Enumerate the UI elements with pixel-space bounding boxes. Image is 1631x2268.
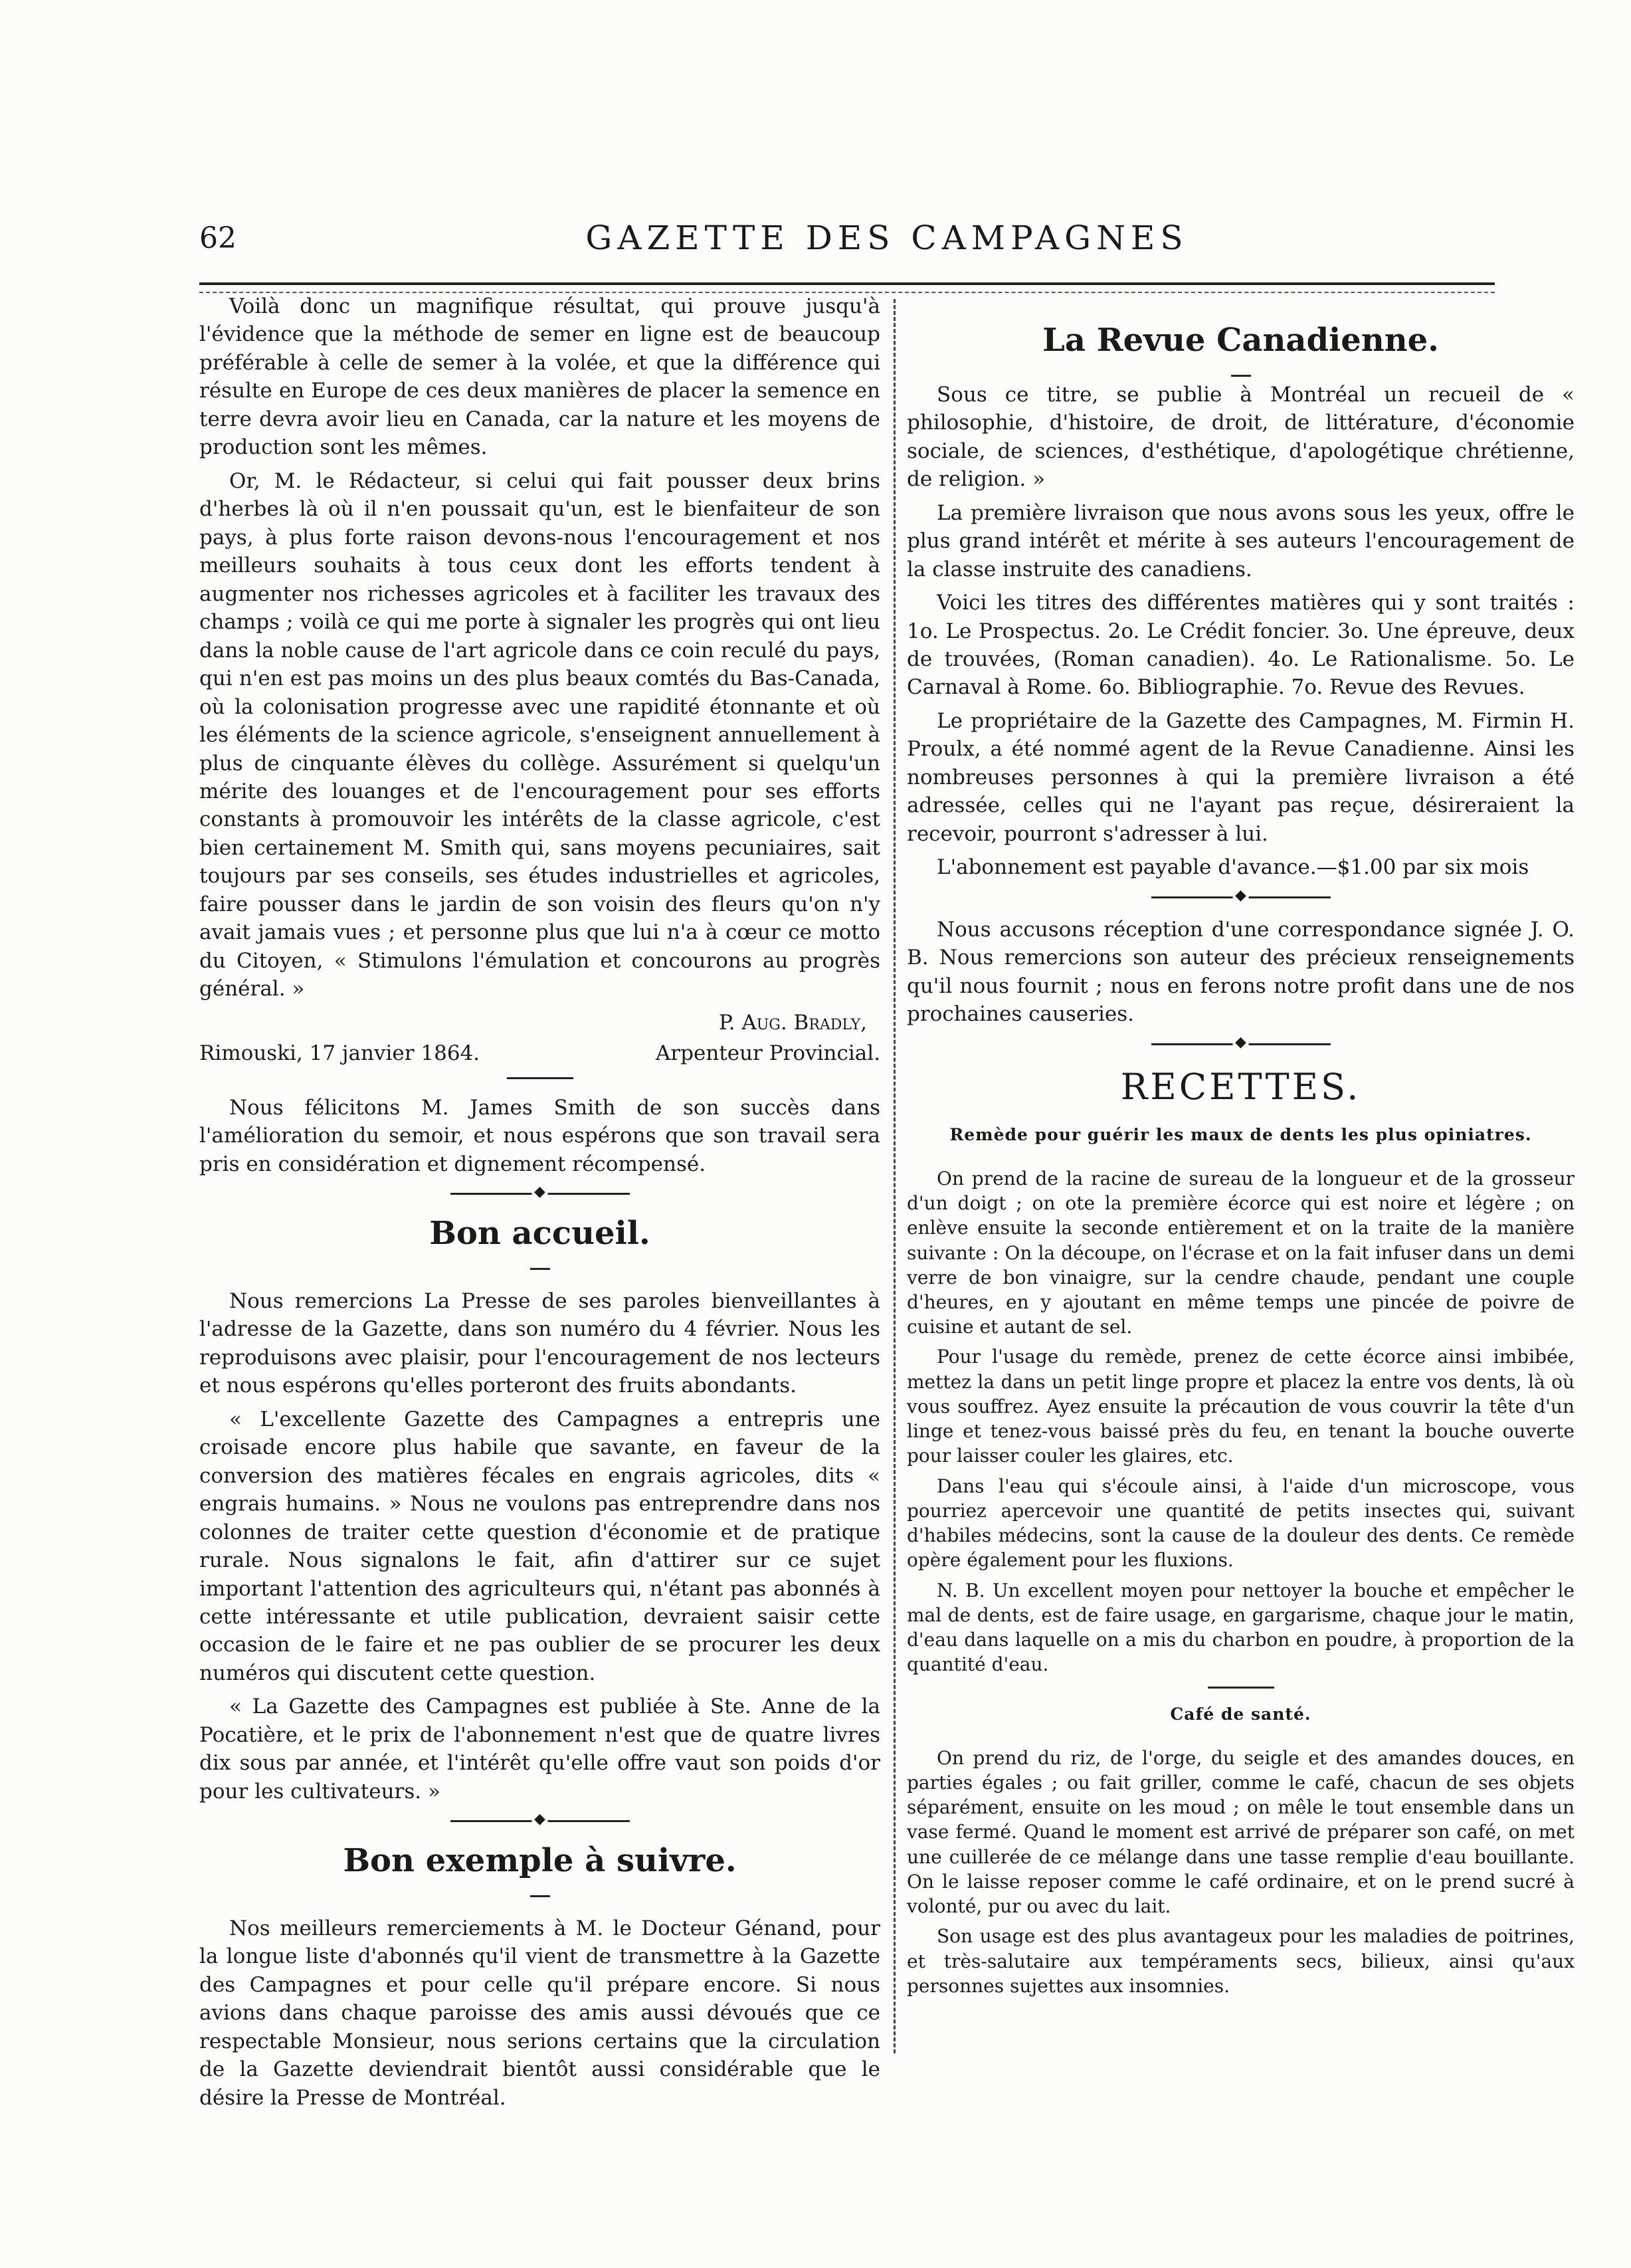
paragraph: Voilà donc un magnifique résultat, qui prouve jusqu'à l'évidence que la méthode de semer en ligne est de beaucoup préférable à celle de semer à la volée, et que la différence qui résulte en Europe de ces deux manières de placer la semence en terre devra avoir lieu en Canada, car la nature et les moyens de production sont les mêmes. — [199, 294, 880, 460]
page-number: 62 — [199, 221, 237, 255]
ornament-divider — [450, 1193, 630, 1195]
divider — [530, 1895, 550, 1897]
ornament-divider — [1151, 1043, 1331, 1045]
paragraph: Voici les titres des différentes matières qui y sont traités : 1o. Le Prospectus. 2o. Le Crédit foncier. 3o. Une épreuve, deux de trouvées, (Roman canadien). 4o. Le Rationalisme. 5o. Le Carnaval à Rome. 6o. Bibliographie. 7o. Revue des Revues. — [907, 591, 1575, 700]
divider — [507, 1077, 573, 1079]
paragraph: « La Gazette des Campagnes est publiée à Ste. Anne de la Pocatière, et le prix de l'abonnement n'est que de quatre livres dix sous par année, et l'intérêt qu'elle offre vaut son poids d'or pour les cultivateurs. » — [199, 1695, 880, 1804]
right-column — [907, 292, 1575, 2004]
section-heading: Bon exemple à suivre. — [343, 1842, 737, 1880]
section-heading: Bon accueil. — [429, 1215, 650, 1253]
recipe-text — [907, 1746, 1575, 1998]
divider — [530, 1268, 550, 1270]
paragraph: Dans l'eau qui s'écoule ainsi, à l'aide d'un microscope, vous pourriez apercevoir une quantité de petits insectes qui, suivant d'habiles médecins, sont la cause de la douleur des dents. Ce remède opère également pour les fluxions. — [907, 1475, 1575, 1572]
left-column — [199, 292, 880, 2117]
paragraph: « L'excellente Gazette des Campagnes a entrepris une croisade encore plus habile que savante, en faveur de la conversion des matières fécales en engrais agricoles, dits « engrais humains. » Nous ne voulons pas entreprendre dans nos colonnes de traiter cette question d'économie et de pratique rurale. Nous signalons le fait, afin d'attirer sur ce sujet important l'attention des agriculteurs qui, n'étant pas abonnés à cette intéressante et utile publication, devraient saisir cette occasion de le faire et ne pas oublier de se procurer les deux numéros qui discutent cette question. — [199, 1407, 880, 1685]
ornament-divider — [450, 1820, 630, 1822]
paragraph: On prend du riz, de l'orge, du seigle et des amandes douces, en parties égales ; ou fait griller, comme le café, chacun de ses objets séparément, ensuite on les moud ; on mêle le tout ensemble dans un vase fermé. Quand le moment est arrivé de préparer son café, on met une cuillerée de ce mélange dans une tasse remplie d'eau bouillante. On le laisse reposer comme le café ordinaire, et on le prend sucré à volonté, pur ou avec du lait. — [907, 1746, 1575, 1918]
subheading: Remède pour guérir les maux de dents les plus opiniatres. — [949, 1124, 1532, 1144]
divider — [1231, 375, 1251, 377]
page-header — [199, 216, 1495, 269]
subheading: Café de santé. — [1170, 1704, 1311, 1724]
paragraph: Nous remercions La Presse de ses paroles bienveillantes à l'adresse de la Gazette, dans son numéro du 4 février. Nous les reproduisons avec plaisir, pour l'encouragement de nos lecteurs et nous espérons qu'elles porteront des fruits abondants. — [199, 1289, 880, 1398]
author-title: Arpenteur Provincial. — [655, 1041, 880, 1066]
dateline — [199, 1039, 880, 1067]
divider — [1208, 1687, 1274, 1689]
section-heading: RECETTES. — [1120, 1065, 1361, 1108]
paragraph: Sous ce titre, se publie à Montréal un recueil de « philosophie, d'histoire, de droit, de littérature, d'économie sociale, de sciences, d'esthétique, d'apologétique chrétienne, de religion. » — [907, 382, 1575, 492]
section-heading: La Revue Canadienne. — [1042, 322, 1439, 359]
paragraph: Le propriétaire de la Gazette des Campagnes, M. Firmin H. Proulx, a été nommé agent de la Revue Canadienne. Ainsi les nombreuses personnes à qui la première livraison a été adressée, celles qui ne l'ayant pas reçue, désireraient la recevoir, pourront s'adresser à lui. — [907, 708, 1575, 846]
signature: P. Aug. Bradly, — [719, 1010, 867, 1035]
paragraph: N. B. Un excellent moyen pour nettoyer la bouche et empêcher le mal de dents, est de faire usage, en gargarisme, chaque jour le matin, d'eau dans laquelle on a mis du charbon en poudre, à proportion de la quantité d'eau. — [907, 1579, 1575, 1676]
paragraph: On prend de la racine de sureau de la longueur et de la grosseur d'un doigt ; on ote la première écorce qui est noire et légère ; on enlève ensuite la seconde entièrement et on la traite de la manière suivante : On la découpe, on l'écrase et on la fait infuser dans un demi verre de bon vinaigre, sur la cendre chaude, pendant une couple d'heures, en y ajoutant en même temps une pincée de poivre de cuisine et autant de sel. — [907, 1167, 1575, 1338]
paragraph: Nous félicitons M. James Smith de son succès dans l'amélioration du semoir, et nous espérons que son travail sera pris en considération et dignement récompensé. — [199, 1095, 880, 1176]
recipe-text — [907, 1166, 1575, 1677]
running-title: GAZETTE DES CAMPAGNES — [585, 219, 1189, 257]
column-divider — [894, 299, 896, 2053]
paragraph: L'abonnement est payable d'avance.—$1.00 par six mois — [937, 855, 1529, 880]
paragraph: Son usage est des plus avantageux pour les maladies de poitrines, et très-salutaire aux tempéraments secs, bilieux, ainsi qu'aux personnes sujettes aux insomnies. — [907, 1925, 1575, 1997]
paragraph: Nos meilleurs remerciements à M. le Docteur Génand, pour la longue liste d'abonnés qu'il vient de transmettre à la Gazette des Campagnes et pour celle qu'il prépare encore. Si nous avions dans chaque paroisse des amis aussi dévoués que ce respectable Monsieur, nous serions certains que la circulation de la Gazette deviendrait bientôt aussi considérable que le désire la Presse de Montréal. — [199, 1916, 880, 2110]
paragraph: Nous accusons réception d'une correspondance signée J. O. B. Nous remercions son auteur des précieux renseignements qu'il nous fournit ; nous en ferons notre profit dans une de nos prochaines causeries. — [907, 917, 1575, 1027]
paragraph: Or, M. le Rédacteur, si celui qui fait pousser deux brins d'herbes là où il n'en poussait qu'un, est le bienfaiteur de son pays, à plus forte raison devons-nous l'encouragement et nos meilleurs souhaits à tous ceux dont les efforts tendent à augmenter nos richesses agricoles et à faciliter les travaux des champs ; voilà ce qui me porte à signaler les progrès qui ont lieu dans la noble cause de l'art agricole dans ce coin reculé du pays, qui n'en est pas moins un des plus beaux comtés du Bas-Canada, où la colonisation progresse avec une rapidité étonnante et où les éléments de la science agricole, s'enseignent annuellement à plus de cinquante élèves du collège. Assurément si quelqu'un mérite des louanges et de l'encouragement pour ses efforts constants à promouvoir les intérêts de la classe agricole, c'est bien certainement M. Smith qui, sans moyens pecuniaires, sait toujours par ses conseils, ses études industrielles et agricoles, faire pousser dans le jardin de son voisin des fleurs qu'on n'y avait jamais vues ; et personne plus que lui n'a à cœur ce motto du Citoyen, « Stimulons l'émulation et concourons au progrès général. » — [199, 468, 880, 1001]
header-rule — [199, 282, 1495, 293]
ornament-divider — [1151, 896, 1331, 898]
place-date: Rimouski, 17 janvier 1864. — [199, 1041, 480, 1066]
paragraph: Pour l'usage du remède, prenez de cette écorce ainsi imbibée, mettez la dans un petit linge propre et placez la entre vos dents, là où vous souffrez. Ayez ensuite la précaution de vous couvrir la tête d'un linge et tenez-vous baissé près du feu, en tenant la bouche ouverte pour laisser couler les glaires, etc. — [907, 1346, 1575, 1467]
paragraph: La première livraison que nous avons sous les yeux, offre le plus grand intérêt et mérite à ses auteurs l'encouragement de la classe instruite des canadiens. — [907, 500, 1575, 581]
